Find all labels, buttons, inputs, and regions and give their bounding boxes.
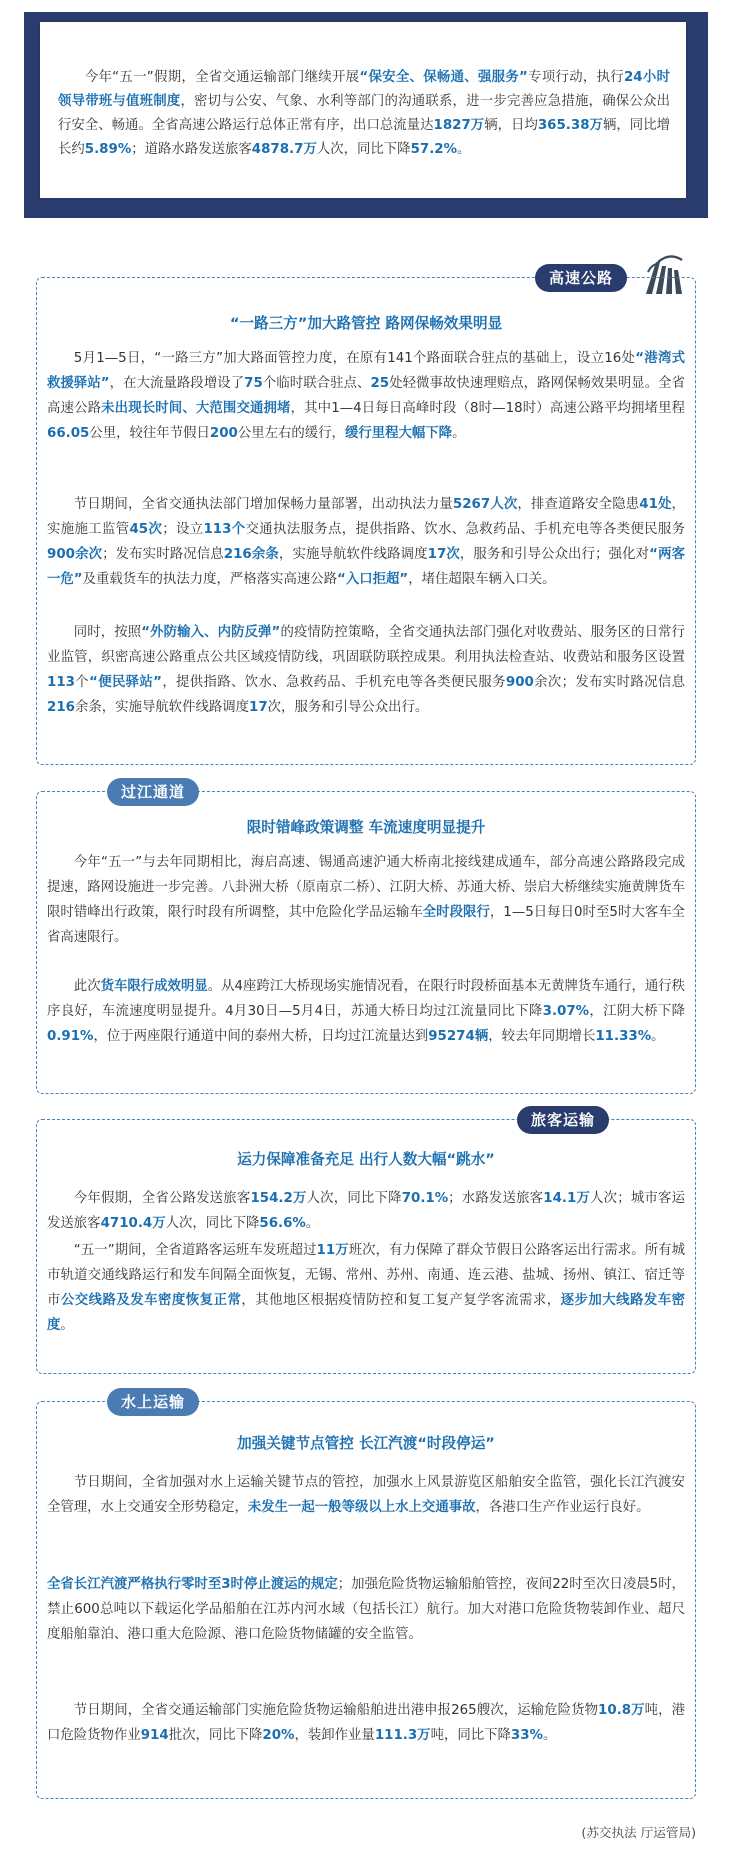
highlight-run: 113个 <box>203 522 246 537</box>
paragraph <box>47 974 685 1049</box>
paragraph <box>47 1186 685 1236</box>
text-run: ，在大流量路段增设了 <box>109 376 245 391</box>
highlight-run: 24小时领导带班与值班制度 <box>58 70 670 109</box>
tag-water-transport: 水上运输 <box>107 1388 199 1416</box>
highlight-run: 56.6% <box>259 1216 306 1231</box>
section-passenger <box>36 1111 696 1374</box>
text-run: 个 <box>74 675 90 690</box>
intro-banner <box>24 12 708 218</box>
text-run: 公里，较往年节假日 <box>89 426 210 441</box>
highlight-run: “保安全、保畅通、强服务” <box>359 70 528 85</box>
highlight-run: 14.1万 <box>543 1191 591 1206</box>
section-title: 限时错峰政策调整 车流速度明显提升 <box>246 819 486 836</box>
text-run: 专项行动，执行 <box>527 70 624 85</box>
text-run: ，1—5日每日0时至5时大客车全省高速限行。 <box>47 905 686 945</box>
text-run: 。 <box>651 1029 665 1044</box>
tag-highway: 高速公路 <box>535 264 627 292</box>
highlight-run: 216余条 <box>223 547 279 562</box>
highlight-run: 未出现长时间、大范围交通拥堵 <box>101 401 291 416</box>
text-run: 余次；发布实时路况信息 <box>533 675 685 690</box>
text-run: 同时，按照 <box>73 625 142 640</box>
highlight-run: 200 <box>209 426 238 441</box>
text-run: ，堵住超限车辆入口关。 <box>408 572 556 587</box>
paragraph <box>47 1698 685 1748</box>
highlight-run: 4878.7万 <box>251 142 317 157</box>
highlight-run: 75 <box>244 376 263 391</box>
text-run: 今年“五一”与去年同期相比，海启高速、锡通高速沪通大桥南北接线建成通车，部分高速公路路段完成提速，路网设施进一步完善。八卦洲大桥（原南京二桥）、江阴大桥、苏通大桥、崇启大桥继续实施黄牌货车限时错峰出行政策，限行时段有所调整，其中危险化学品运输车 <box>47 855 685 920</box>
highlight-run: 216 <box>47 700 75 715</box>
highlight-run: 66.05 <box>47 426 90 441</box>
section-title: “一路三方”加大路管控 路网保畅效果明显 <box>229 315 503 332</box>
highlight-run: 未发生一起一般等级以上水上交通事故 <box>247 1500 476 1515</box>
highlight-run: 900 <box>505 675 534 690</box>
text-run: 节日期间，全省加强对水上运输关键节点的管控，加强水上风景游览区船舶安全监管，强化长江汽渡安全管理，水上交通安全形势稳定， <box>47 1475 685 1515</box>
highlight-run: 5267人次 <box>452 497 518 512</box>
section-highway <box>36 269 696 765</box>
highlight-run: 113 <box>47 675 75 690</box>
highlight-run: 5.89% <box>84 142 132 157</box>
highlight-run: 20% <box>262 1728 295 1743</box>
intro-paragraph <box>40 22 686 162</box>
source-footer: (苏交执法 厅运管局) <box>581 1825 696 1840</box>
text-run: ；设立 <box>162 522 204 537</box>
highlight-run: 逐步加大线路发车密度 <box>47 1293 686 1333</box>
paragraph <box>47 620 685 720</box>
section-river-crossing <box>36 783 696 1094</box>
text-run: 辆，日均 <box>484 118 538 133</box>
highlight-run: 11.33% <box>595 1029 652 1044</box>
section-title: 加强关键节点管控 长江汽渡“时段停运” <box>237 1435 495 1452</box>
highlight-run: 0.91% <box>47 1029 94 1044</box>
text-run: ；水路发送旅客 <box>448 1191 544 1206</box>
paragraph <box>47 1572 685 1647</box>
highlight-run: 111.3万 <box>374 1728 431 1743</box>
text-run: 。 <box>542 1728 557 1743</box>
text-run: 。从4座跨江大桥现场实施情况看，在限行时段桥面基本无黄牌货车通行，通行秩序良好，车流速度明显提升。4月30日—5月4日，苏通大桥日均过江流量同比下降 <box>47 979 686 1019</box>
text-run: ，较去年同期增长 <box>488 1029 596 1044</box>
highlight-run: 17 <box>249 700 268 715</box>
text-run: ，实施导航软件线路调度 <box>278 547 428 562</box>
highlight-run: 3.07% <box>542 1004 590 1019</box>
tag-passenger: 旅客运输 <box>517 1106 609 1134</box>
text-run: 人次；城市客运发送旅客 <box>47 1191 686 1231</box>
highlight-run: 缓行里程大幅下降 <box>344 426 453 441</box>
text-run: ，服务和引导公众出行；强化对 <box>459 547 650 562</box>
highlight-run: 41处 <box>639 497 672 512</box>
section-title: 运力保障准备充足 出行人数大幅“跳水” <box>237 1151 495 1168</box>
text-run: ，其中1—4日每日高峰时段（8时—18时）高速公路平均拥堵里程 <box>290 401 686 416</box>
text-run: ；发布实时路况信息 <box>102 547 224 562</box>
highlight-run: 17次 <box>427 547 460 562</box>
text-run: “五一”期间，全省道路客运班车发班超过 <box>73 1243 317 1258</box>
text-run: ，江阴大桥下降 <box>589 1004 685 1019</box>
text-run: 次，服务和引导公众出行。 <box>267 700 429 715</box>
highlight-run: “港湾式救援驿站” <box>47 351 685 391</box>
highlight-run: 70.1% <box>401 1191 449 1206</box>
highlight-run: “两客一危” <box>47 547 686 587</box>
highlight-run: 11万 <box>316 1243 349 1258</box>
text-run: 交通执法服务点，提供指路、饮水、急救药品、手机充电等各类便民服务 <box>245 522 686 537</box>
text-run: 班次，有力保障了群众节假日公路客运出行需求。所有城市轨道交通线路运行和发车间隔全面恢复，无锡、常州、苏州、南通、连云港、盐城、扬州、镇江、宿迁等市 <box>47 1243 685 1308</box>
intro-card <box>40 22 686 198</box>
text-run: ，装卸作业量 <box>294 1728 375 1743</box>
text-run: ，实施施工监管 <box>47 497 685 537</box>
highlight-run: 365.38万 <box>537 118 603 133</box>
text-run: ，其他地区根据疫情防控和复工复产复学客流需求， <box>241 1293 561 1308</box>
highlight-run: 914 <box>140 1728 169 1743</box>
text-run: 吨，港口危险货物作业 <box>47 1703 685 1743</box>
text-run: 人次，同比下降 <box>165 1216 260 1231</box>
text-run: 人次，同比下降 <box>306 1191 402 1206</box>
text-run: 。 <box>457 142 471 157</box>
highlight-run: “外防输入、内防反弹” <box>141 625 281 640</box>
text-run: 辆，同比增长约 <box>58 118 671 157</box>
highlight-run: 900余次 <box>47 547 103 562</box>
text-run: 今年“五一”假期，全省交通运输部门继续开展 <box>84 70 360 85</box>
text-run: 人次，同比下降 <box>316 142 411 157</box>
highlight-run: 10.8万 <box>598 1703 645 1718</box>
highlight-run: 45次 <box>129 522 163 537</box>
highlight-run: “便民驿站” <box>89 675 162 690</box>
text-run: ，排查道路安全隐患 <box>517 497 640 512</box>
text-run: 吨，同比下降 <box>430 1728 511 1743</box>
paragraph <box>47 1470 685 1520</box>
text-run: ；道路水路发送旅客 <box>131 142 252 157</box>
highlight-run: 95274辆 <box>428 1029 489 1044</box>
text-run: 。 <box>452 426 466 441</box>
paragraph <box>47 346 685 446</box>
text-run: 。 <box>305 1216 320 1231</box>
highlight-run: 33% <box>510 1728 543 1743</box>
paragraph <box>47 850 685 950</box>
text-run: 余条，实施导航软件线路调度 <box>74 700 250 715</box>
text-run: 节日期间，全省交通运输部门实施危险货物运输船舶进出港申报265艘次，运输危险货物 <box>73 1703 599 1718</box>
highlight-run: 154.2万 <box>250 1191 307 1206</box>
text-run: ，位于两座限行通道中间的泰州大桥，日均过江流量达到 <box>93 1029 429 1044</box>
highlight-run: 公交线路及发车密度恢复正常 <box>60 1293 242 1308</box>
text-run: 及重载货车的执法力度，严格落实高速公路 <box>82 572 338 587</box>
highlight-run: 57.2% <box>410 142 458 157</box>
text-run: 今年假期，全省公路发送旅客 <box>73 1191 251 1206</box>
text-run: 。 <box>60 1318 74 1333</box>
highlight-run: 货车限行成效明显 <box>100 979 208 994</box>
highlight-run: 全省长江汽渡严格执行零时至3时停止渡运的规定 <box>47 1577 338 1592</box>
paragraph <box>47 1238 685 1338</box>
text-run: 处轻微事故快速理赔点，路网保畅效果明显。全省高速公路 <box>47 376 686 416</box>
text-run: 此次 <box>73 979 101 994</box>
text-run: 节日期间，全省交通执法部门增加保畅力量部署，出动执法力量 <box>73 497 453 512</box>
paragraph <box>47 492 685 592</box>
section-water-transport <box>36 1393 696 1799</box>
text-run: 批次，同比下降 <box>168 1728 263 1743</box>
text-run: 公里左右的缓行， <box>237 426 345 441</box>
text-run: ，各港口生产作业运行良好。 <box>475 1500 650 1515</box>
highlight-run: “入口拒超” <box>337 572 409 587</box>
highlight-run: 4710.4万 <box>100 1216 166 1231</box>
text-run: ，提供指路、饮水、急救药品、手机充电等各类便民服务 <box>161 675 506 690</box>
text-run: 5月1—5日，“一路三方”加大路面管控力度，在原有141个路面联合驻点的基础上，设立16处 <box>73 351 636 366</box>
text-run: ，密切与公安、气象、水利等部门的沟通联系，进一步完善应急措施，确保公众出行安全、畅通。全省高速公路运行总体正常有序，出口总流量达 <box>58 94 671 133</box>
text-run: 的疫情防控策略，全省交通执法部门强化对收费站、服务区的日常行业监管，织密高速公路重点公共区域疫情防线，巩固联防联控成果。利用执法检查站、收费站和服务区设置 <box>47 625 686 665</box>
tag-river-crossing: 过江通道 <box>107 778 199 806</box>
text-run: 个临时联合驻点、 <box>262 376 371 391</box>
highlight-run: 1827万 <box>433 118 485 133</box>
highlight-run: 全时段限行 <box>422 905 490 920</box>
text-run: ；加强危险货物运输船舶管控，夜间22时至次日凌晨5时，禁止600总吨以下载运化学品船舶在江苏内河水域（包括长江）航行。加大对港口危险货物装卸作业、超尺度船舶靠泊、港口重大危险源、港口危险货物储罐的安全监管。 <box>47 1577 685 1642</box>
highlight-run: 25 <box>370 376 390 391</box>
